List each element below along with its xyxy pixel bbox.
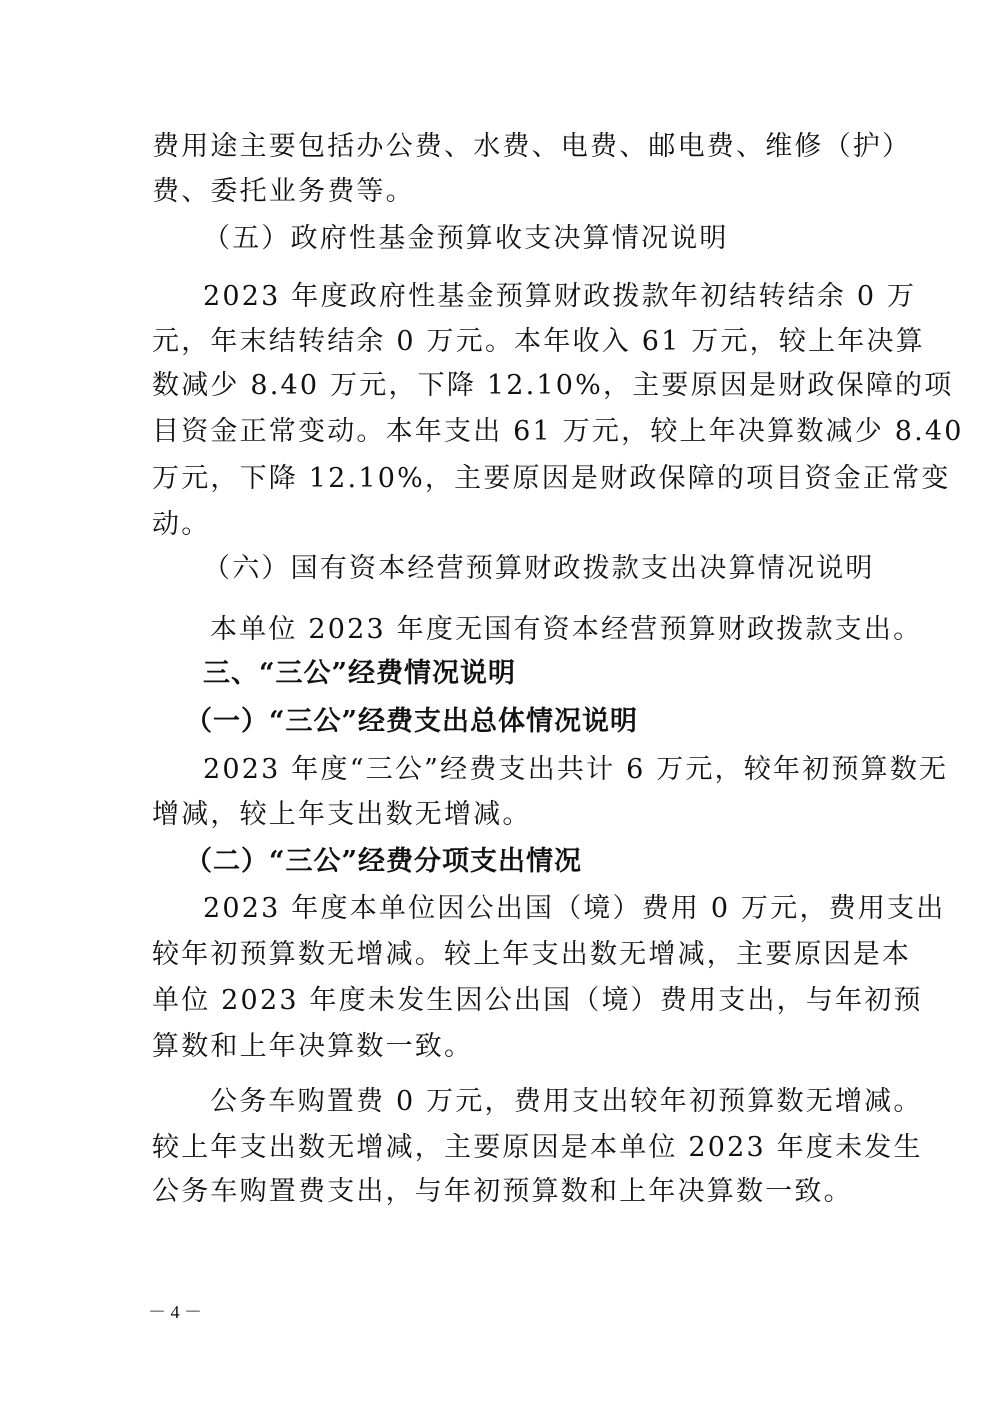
paragraph-line: 公务车购置费 0 万元，费用支出较年初预算数无增减。	[210, 1086, 923, 1117]
paragraph-line: 较年初预算数无增减。较上年支出数无增减，主要原因是本	[152, 939, 912, 970]
paragraph-line: 单位 2023 年度未发生因公出国（境）费用支出，与年初预	[152, 985, 923, 1016]
section-heading: （五）政府性基金预算收支决算情况说明	[203, 223, 729, 254]
paragraph-line: 目资金正常变动。本年支出 61 万元，较上年决算数减少 8.40	[152, 416, 964, 447]
paragraph-line: 公务车购置费支出，与年初预算数和上年决算数一致。	[152, 1176, 853, 1207]
chapter-heading: 三、“三公”经费情况说明	[203, 658, 517, 689]
section-heading: （一）“三公”经费支出总体情况说明	[185, 706, 639, 737]
page-number: － 4 －	[148, 1302, 202, 1322]
paragraph-line: 数减少 8.40 万元，下降 12.10%，主要原因是财政保障的项	[152, 370, 954, 401]
paragraph-line: 算数和上年决算数一致。	[152, 1031, 474, 1062]
section-heading: （六）国有资本经营预算财政拨款支出决算情况说明	[203, 553, 875, 584]
paragraph-line: 较上年支出数无增减，主要原因是本单位 2023 年度未发生	[152, 1132, 923, 1163]
paragraph-line: 2023 年度“三公”经费支出共计 6 万元，较年初预算数无	[203, 754, 949, 785]
paragraph-line: 动。	[152, 509, 211, 540]
paragraph-line: 2023 年度本单位因公出国（境）费用 0 万元，费用支出	[203, 893, 946, 924]
paragraph-line: 2023 年度政府性基金预算财政拨款年初结转结余 0 万	[203, 281, 917, 312]
paragraph-line: 费、委托业务费等。	[152, 176, 415, 207]
section-heading: （二）“三公”经费分项支出情况	[185, 846, 583, 877]
paragraph-line: 费用途主要包括办公费、水费、电费、邮电费、维修（护）	[152, 131, 912, 162]
paragraph-line: 本单位 2023 年度无国有资本经营预算财政拨款支出。	[210, 614, 923, 645]
paragraph-line: 元，年末结转结余 0 万元。本年收入 61 万元，较上年决算	[152, 326, 925, 357]
paragraph-line: 增减，较上年支出数无增减。	[152, 799, 532, 830]
paragraph-line: 万元，下降 12.10%，主要原因是财政保障的项目资金正常变	[152, 463, 951, 494]
